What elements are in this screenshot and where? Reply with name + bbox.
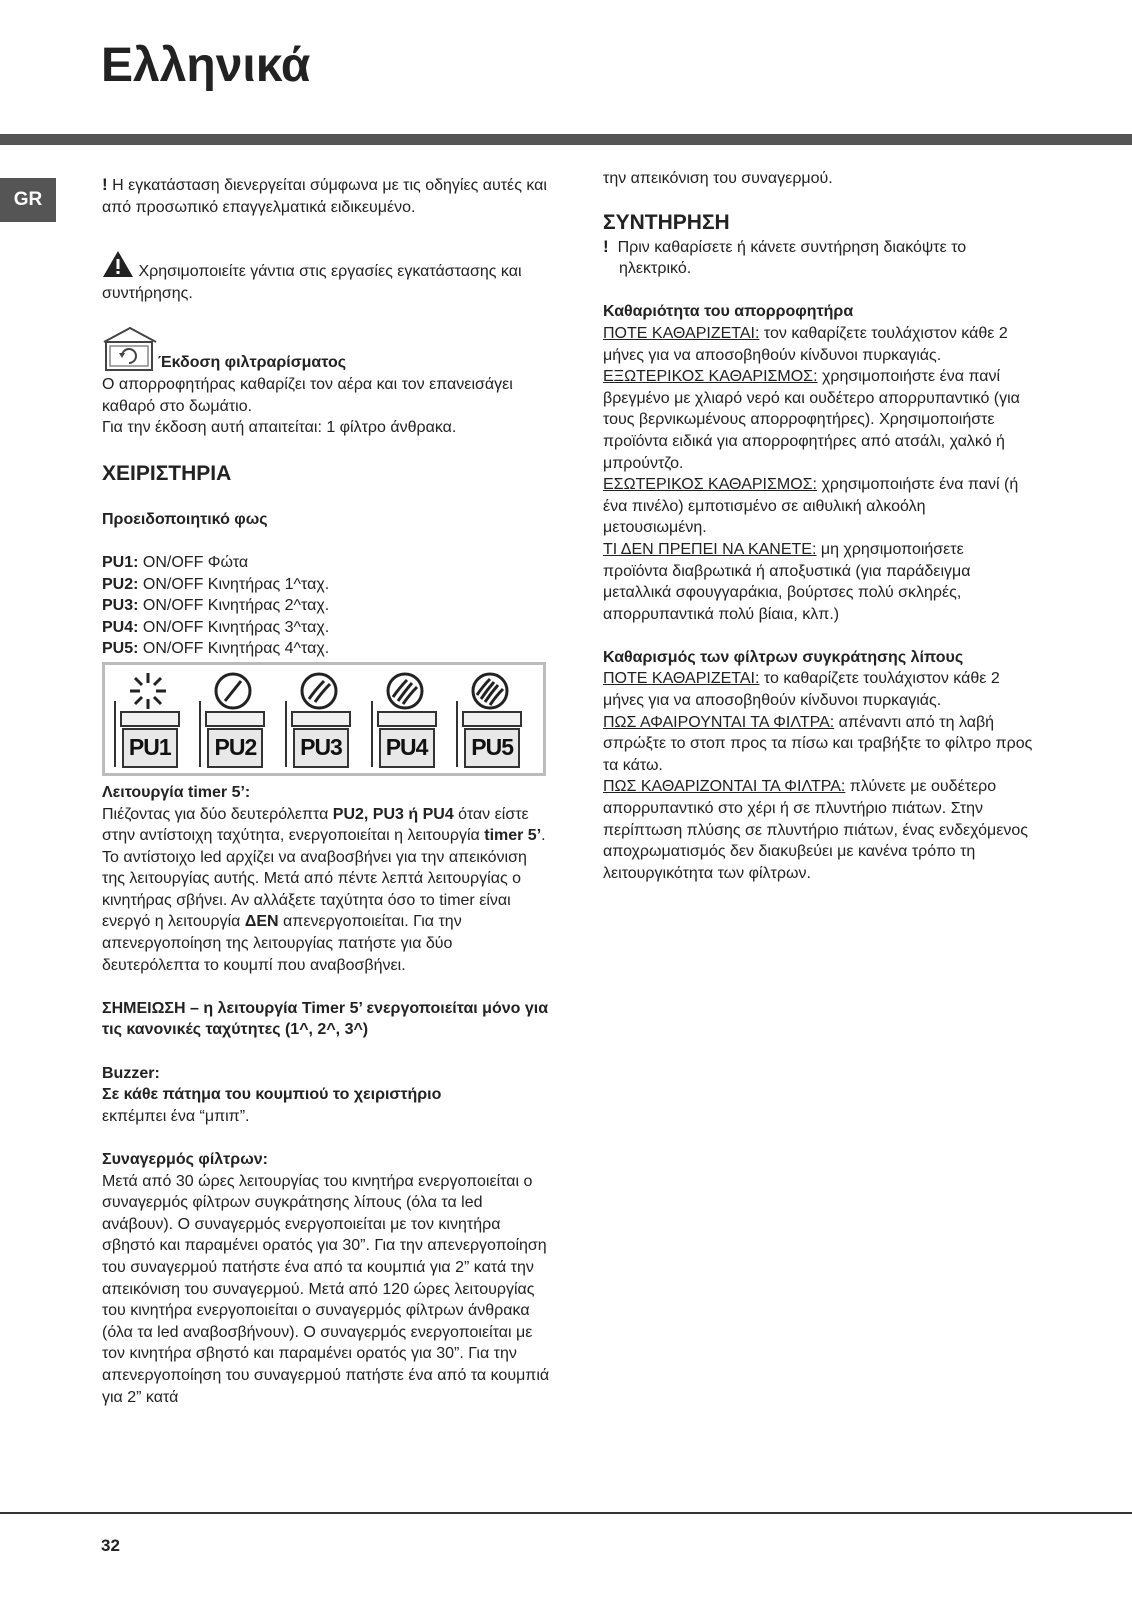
filter-version-title: Έκδοση φιλτραρίσματος xyxy=(158,354,347,372)
pu3-control xyxy=(289,671,361,771)
pu5-button[interactable]: PU5 xyxy=(464,728,520,768)
filter-alarm-title: Συναγερμός φίλτρων: xyxy=(102,1151,268,1168)
hood-cleaning-text: ΠΟΤΕ ΚΑΘΑΡΙΖΕΤΑΙ: τον καθαρίζετε τουλάχιστον κάθε 2 μήνες για να αποσοβηθούν κίνδυνοι πυρκαγιάς. ΕΞΩΤΕΡΙΚΟΣ ΚΑΘΑΡΙΣΜΟΣ: χρησιμοποιήστε ένα πανί βρεγμένο με χλιαρό νερό και ουδέτερο απορρυπαντικό (για τους βερνικωμένους απορροφητήρες). Χρησιμοποιήστε προϊόντα ειδικά για απορροφητήρες από ατσάλι, χαλκό ή μπρούντζο. ΕΣΩΤΕΡΙΚΟΣ ΚΑΘΑΡΙΣΜΟΣ: χρησιμοποιήστε ένα πανί (ή ένα πινέλο) εμποτισμένο σε αιθυλική αλκοόλη μετουσιωμένη. ΤΙ ΔΕΝ ΠΡΕΠΕΙ ΝΑ ΚΑΝΕΤΕ: μη χρησιμοποιήσετε προϊόντα διαβρωτικά ή αποξυστικά (για παράδειγμα μεταλλικά σφουγγαράκια, βούρτσες πολύ σκληρές, απορρυπαντικά πολύ βίαια, κλπ.) xyxy=(603,324,1020,623)
pu2-led xyxy=(205,711,265,727)
fan-speed-2-icon xyxy=(289,671,349,711)
pu1-control xyxy=(118,671,190,771)
exclamation-icon: ! xyxy=(102,175,108,194)
pu5-led xyxy=(462,711,522,727)
pu2-control xyxy=(203,671,275,771)
filter-line-2: Για την έκδοση αυτή απαιτείται: 1 φίλτρο άνθρακα. xyxy=(102,419,457,437)
pu2-button[interactable]: PU2 xyxy=(207,728,263,768)
pu4-control xyxy=(375,671,447,771)
continued-text: την απεικόνιση του συναγερμού. xyxy=(603,170,833,187)
fan-speed-3-icon xyxy=(375,671,435,711)
hood-cleaning-title: Καθαριότητα του απορροφητήρα xyxy=(603,303,854,321)
controls-heading: ΧΕΙΡΙΣΤΗΡΙΑ xyxy=(102,461,232,485)
footer-rule xyxy=(0,1512,1132,1514)
buzzer-bold: Σε κάθε πάτημα του κουμπιού το χειριστήριο xyxy=(102,1086,442,1104)
timer-note: ΣΗΜΕΙΩΣΗ – η λειτουργία Timer 5’ ενεργοποιείται μόνο για τις κανονικές ταχύτητες (1^, 2^, 3^) xyxy=(102,999,549,1039)
warning-triangle-icon xyxy=(102,250,134,278)
filter-line-1: Ο απορροφητήρας καθαρίζει τον αέρα και τον επανεισάγει καθαρό στο δωμάτιο. xyxy=(102,375,513,415)
exclamation-icon: ! xyxy=(603,236,609,256)
timer-title: Λειτουργία timer 5’: xyxy=(102,783,251,801)
buzzer-title: Buzzer: xyxy=(102,1064,160,1082)
pu-item-5: PU5: ON/OFF Κινητήρας 4^ταχ. xyxy=(102,640,330,658)
fan-speed-4-icon xyxy=(460,671,520,711)
pu-item-1: PU1: ON/OFF Φώτα xyxy=(102,553,249,571)
pu-item-3: PU3: ON/OFF Κινητήρας 2^ταχ. xyxy=(102,597,330,615)
gloves-note: Χρησιμοποιείτε γάντια στις εργασίες εγκατάστασης και συντήρησης. xyxy=(102,250,552,304)
control-panel-diagram xyxy=(102,662,546,776)
buzzer-text: εκπέμπει ένα “μπιπ”. xyxy=(102,1107,250,1125)
maintenance-note: ! Πριν καθαρίσετε ή κάνετε συντήρηση διακόψτε το ηλεκτρικό. xyxy=(603,236,967,278)
filter-version-header xyxy=(102,326,552,374)
page-number: 32 xyxy=(101,1536,120,1555)
page-title: Ελληνικά xyxy=(101,39,311,92)
filter-alarm-text: Μετά από 30 ώρες λειτουργίας του κινητήρα ενεργοποιείται ο συναγερμός φίλτρων συγκράτησης λίπους (όλα τα led ανάβουν). Ο συναγερμός ενεργοποιείται με τον κινητήρα σβηστό και παραμένει ορατός για 30”. Για την απενεργοποίηση του συναγερμού πατήστε ένα από τα κουμπιά για 2” κατά την απεικόνιση του συναγερμού. Μετά από 120 ώρες λειτουργίας του κινητήρα ενεργοποιείται ο συναγερμός φίλτρων άνθρακα (όλα τα led αναβοσβήνουν). Ο συναγερμός ενεργοποιείται με τον κινητήρα σβηστό και παραμένει ορατός για 30”. Για την απενεργοποίηση του συναγερμού πατήστε ένα από τα κουμπιά για 2” κατά xyxy=(102,1172,550,1406)
language-tab: GR xyxy=(0,178,56,222)
grease-filter-text: ΠΟΤΕ ΚΑΘΑΡΙΖΕΤΑΙ: το καθαρίζετε τουλάχιστον κάθε 2 μήνες για να αποσοβηθούν κίνδυνοι πυρκαγιάς. ΠΩΣ ΑΦΑΙΡΟΥΝΤΑΙ ΤΑ ΦΙΛΤΡΑ: απέναντι από τη λαβή σπρώξτε το στοπ προς τα πίσω και τραβήξτε το φίλτρο προς τα κάτω. ΠΩΣ ΚΑΘΑΡΙΖΟΝΤΑΙ ΤΑ ΦΙΛΤΡΑ: πλύνετε με ουδέτερο απορρυπαντικό στο χέρι ή σε πλυντήριο πιάτων. Στην περίπτωση πλύσης σε πλυντήριο πιάτων, ένας ενδεχόμενος αποχρωματισμός δεν διακυβεύει με κανένα τρόπο τη λειτουργικότητα των φίλτρων. xyxy=(603,670,1033,882)
warning-light-title: Προειδοποιητικό φως xyxy=(102,510,268,528)
left-column xyxy=(102,174,552,1408)
recirculation-icon xyxy=(102,326,158,372)
grease-filter-title: Καθαρισμός των φίλτρων συγκράτησης λίπους xyxy=(603,648,964,666)
pu5-control xyxy=(460,671,532,771)
pu1-button[interactable]: PU1 xyxy=(122,728,178,768)
pu4-button[interactable]: PU4 xyxy=(379,728,435,768)
right-column xyxy=(603,168,1033,884)
pu3-led xyxy=(291,711,351,727)
timer-text: Πιέζοντας για δύο δευτερόλεπτα PU2, PU3 ή PU4 όταν είστε στην αντίστοιχη ταχύτητα, ενεργοποιείται η λειτουργία timer 5’. Το αντίστοιχο led αρχίζει να αναβοσβήνει για την απεικόνιση της λειτουργίας αυτής. Μετά από πέντε λεπτά λειτουργίας ο κινητήρας σβήνει. Αν αλλάξετε ταχύτητα όσο το timer είναι ενεργό η λειτουργία ΔΕΝ απενεργοποιείται. Για την απενεργοποίηση της λειτουργίας πατήστε για δύο δευτερόλεπτα το κουμπί που αναβοσβήνει. xyxy=(102,805,546,974)
pu3-button[interactable]: PU3 xyxy=(293,728,349,768)
fan-speed-1-icon xyxy=(203,671,263,711)
pu4-led xyxy=(377,711,437,727)
maintenance-heading: ΣΥΝΤΗΡΗΣΗ xyxy=(603,210,730,234)
header-rule xyxy=(0,134,1132,145)
light-icon xyxy=(118,671,178,711)
pu-item-2: PU2: ON/OFF Κινητήρας 1^ταχ. xyxy=(102,575,330,593)
pu-item-4: PU4: ON/OFF Κινητήρας 3^ταχ. xyxy=(102,618,330,636)
pu1-led xyxy=(120,711,180,727)
install-note: ! Η εγκατάσταση διενεργείται σύμφωνα με τις οδηγίες αυτές και από προσωπικό επαγγελματικά ειδικευμένο. xyxy=(102,175,547,216)
